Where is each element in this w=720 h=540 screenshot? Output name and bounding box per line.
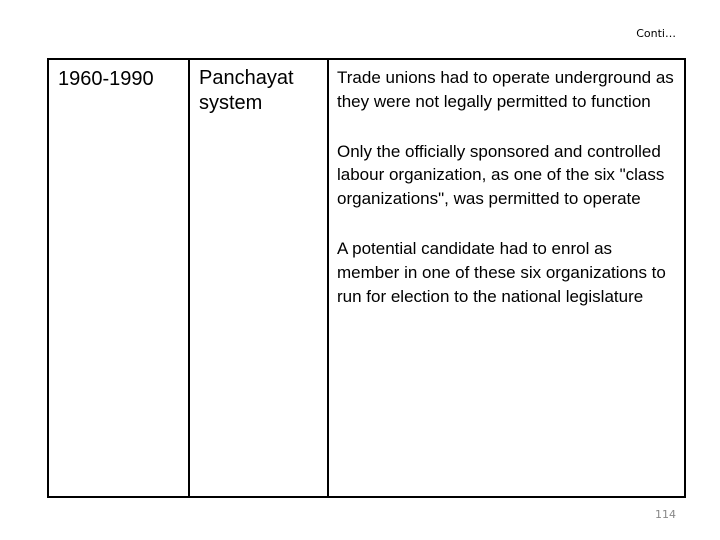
system-text-line1: Panchayat xyxy=(199,67,294,89)
description-paragraph-1: Trade unions had to operate underground as they were not legally permitted to function xyxy=(337,68,674,111)
continuation-label: Conti… xyxy=(636,27,676,40)
period-text: 1960-1990 xyxy=(58,68,154,90)
content-table xyxy=(47,58,686,498)
description-cell xyxy=(329,60,684,496)
description-paragraph-3: A potential candidate had to enrol as member in one of these six organizations to run for election to the national legislature xyxy=(337,238,666,306)
system-text-line2: system xyxy=(199,92,263,114)
system-cell xyxy=(190,60,329,496)
description-paragraph-2: Only the officially sponsored and controlled labour organization, as one of the six "class organizations", was permitted to operate xyxy=(337,141,665,209)
period-cell xyxy=(49,60,190,496)
page-number: 114 xyxy=(655,508,676,521)
